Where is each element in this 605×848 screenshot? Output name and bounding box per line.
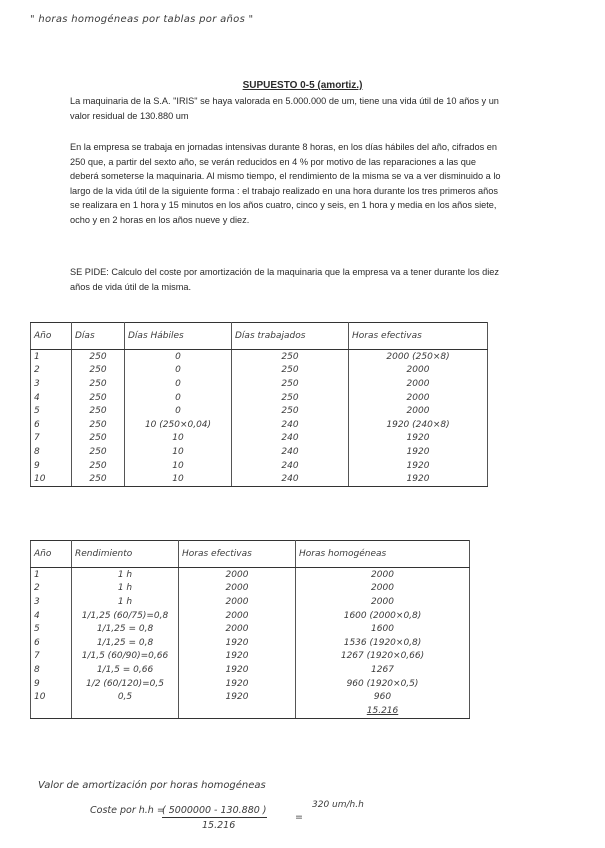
performance-cell: 1/1,5 (60/90)=0,66 bbox=[72, 650, 179, 664]
table-row bbox=[31, 432, 488, 446]
col-year-header: Año bbox=[31, 541, 72, 568]
effective-hours-cell: 2000 bbox=[179, 622, 296, 636]
empty-cell bbox=[72, 704, 179, 718]
working-hours-table bbox=[30, 322, 488, 487]
effective-hours-cell: 2000 bbox=[349, 404, 488, 418]
year-cell: 9 bbox=[31, 459, 72, 473]
year-cell: 10 bbox=[31, 472, 72, 486]
business-days-cell: 10 bbox=[125, 472, 232, 486]
performance-cell: 1/1,25 = 0,8 bbox=[72, 636, 179, 650]
effective-hours-cell: 1920 bbox=[349, 459, 488, 473]
effective-hours-cell: 1920 bbox=[179, 690, 296, 704]
table-row bbox=[31, 377, 488, 391]
effective-hours-cell: 2000 bbox=[349, 377, 488, 391]
formula-lhs: Coste por h.h = bbox=[90, 805, 165, 816]
days-cell: 250 bbox=[72, 459, 125, 473]
effective-hours-cell: 1920 bbox=[349, 445, 488, 459]
effective-hours-cell: 1920 bbox=[179, 650, 296, 664]
worked-days-cell: 250 bbox=[232, 364, 349, 378]
table-row bbox=[31, 568, 470, 582]
exercise-title: SUPUESTO 0-5 (amortiz.) bbox=[242, 80, 363, 91]
days-cell: 250 bbox=[72, 364, 125, 378]
col-business-days-header: Días Hábiles bbox=[125, 323, 232, 350]
task-paragraph: SE PIDE: Calculo del coste por amortización de la maquinaria que la empresa va a tener durante los diez años de vida útil de la misma. bbox=[70, 267, 499, 292]
days-cell: 250 bbox=[72, 418, 125, 432]
statement-paragraph: La maquinaria de la S.A. "IRIS" se haya valorada en 5.000.000 de um, tiene una vida útil de 10 años y un valor residual de 130.880 um bbox=[70, 96, 499, 121]
homogeneous-hours-cell: 1267 (1920×0,66) bbox=[296, 650, 470, 664]
effective-hours-cell: 1920 bbox=[179, 636, 296, 650]
days-cell: 250 bbox=[72, 391, 125, 405]
year-cell: 6 bbox=[31, 636, 72, 650]
table-row bbox=[31, 690, 470, 704]
effective-hours-cell: 2000 bbox=[179, 609, 296, 623]
year-cell: 1 bbox=[31, 350, 72, 364]
formula-numerator: ( 5000000 - 130.880 ) bbox=[162, 805, 267, 816]
homogeneous-hours-cell: 2000 bbox=[296, 595, 470, 609]
year-cell: 6 bbox=[31, 418, 72, 432]
formula-result: 320 um/h.h bbox=[312, 800, 364, 810]
homogeneous-hours-cell: 1536 (1920×0,8) bbox=[296, 636, 470, 650]
homogeneous-hours-cell: 1600 (2000×0,8) bbox=[296, 609, 470, 623]
performance-cell: 1 h bbox=[72, 568, 179, 582]
col-homogeneous-hours-header: Horas homogéneas bbox=[296, 541, 470, 568]
table-row bbox=[31, 459, 488, 473]
worked-days-cell: 240 bbox=[232, 432, 349, 446]
table-row bbox=[31, 404, 488, 418]
effective-hours-cell: 2000 bbox=[179, 582, 296, 596]
performance-cell: 1/2 (60/120)=0,5 bbox=[72, 677, 179, 691]
worked-days-cell: 250 bbox=[232, 391, 349, 405]
business-days-cell: 0 bbox=[125, 350, 232, 364]
table-row bbox=[31, 622, 470, 636]
table-row bbox=[31, 609, 470, 623]
corner-note: " horas homogéneas por tablas por años " bbox=[30, 14, 254, 25]
conditions-paragraph: En la empresa se trabaja en jornadas intensivas durante 8 horas, en los días hábiles del año, cifrados en 250 que, a partir del sexto año, se verán reducidos en 4 % por motivo de las reparaciones a las que deberá someterse la maquinaria. Al mismo tiempo, el rendimiento de la misma se va a ver disminuido a lo largo de la vida útil de la siguiente forma : el trabajo realizado en una hora durante los tres primeros años se realizara en 1 hora y 15 minutos en los años cuatro, cinco y seis, en 1 hora y media en los años siete, ocho y en 2 horas en los años nueve y diez. bbox=[70, 142, 501, 225]
effective-hours-cell: 2000 bbox=[179, 595, 296, 609]
effective-hours-cell: 2000 bbox=[179, 568, 296, 582]
business-days-cell: 10 (250×0,04) bbox=[125, 418, 232, 432]
table-row bbox=[31, 350, 488, 364]
performance-cell: 1 h bbox=[72, 582, 179, 596]
business-days-cell: 0 bbox=[125, 364, 232, 378]
worked-days-cell: 240 bbox=[232, 418, 349, 432]
business-days-cell: 0 bbox=[125, 391, 232, 405]
worked-days-cell: 250 bbox=[232, 377, 349, 391]
business-days-cell: 10 bbox=[125, 432, 232, 446]
business-days-cell: 0 bbox=[125, 404, 232, 418]
year-cell: 3 bbox=[31, 595, 72, 609]
valuation-label: Valor de amortización por horas homogéneas bbox=[38, 780, 266, 791]
business-days-cell: 10 bbox=[125, 445, 232, 459]
homogeneous-hours-cell: 2000 bbox=[296, 568, 470, 582]
homogeneous-hours-cell: 960 (1920×0,5) bbox=[296, 677, 470, 691]
table-row bbox=[31, 445, 488, 459]
table-row bbox=[31, 677, 470, 691]
worked-days-cell: 250 bbox=[232, 404, 349, 418]
effective-hours-cell: 2000 bbox=[349, 364, 488, 378]
days-cell: 250 bbox=[72, 472, 125, 486]
days-cell: 250 bbox=[72, 445, 125, 459]
performance-cell: 1/1,5 = 0,66 bbox=[72, 663, 179, 677]
table-row bbox=[31, 595, 470, 609]
formula-equals: = bbox=[295, 812, 303, 823]
effective-hours-cell: 1920 bbox=[179, 663, 296, 677]
table-row bbox=[31, 364, 488, 378]
table-header-row bbox=[31, 323, 488, 350]
year-cell: 3 bbox=[31, 377, 72, 391]
year-cell: 1 bbox=[31, 568, 72, 582]
worked-days-cell: 240 bbox=[232, 459, 349, 473]
homogeneous-hours-cell: 2000 bbox=[296, 582, 470, 596]
performance-cell: 1/1,25 (60/75)=0,8 bbox=[72, 609, 179, 623]
homogeneous-hours-cell: 1600 bbox=[296, 622, 470, 636]
business-days-cell: 0 bbox=[125, 377, 232, 391]
worked-days-cell: 250 bbox=[232, 350, 349, 364]
year-cell: 2 bbox=[31, 364, 72, 378]
table-row bbox=[31, 472, 488, 486]
effective-hours-cell: 1920 bbox=[179, 677, 296, 691]
table-row bbox=[31, 418, 488, 432]
table-row bbox=[31, 391, 488, 405]
year-cell: 4 bbox=[31, 609, 72, 623]
effective-hours-cell: 1920 (240×8) bbox=[349, 418, 488, 432]
year-cell: 7 bbox=[31, 432, 72, 446]
col-days-header: Días bbox=[72, 323, 125, 350]
empty-cell bbox=[31, 704, 72, 718]
days-cell: 250 bbox=[72, 432, 125, 446]
year-cell: 5 bbox=[31, 622, 72, 636]
col-performance-header: Rendimiento bbox=[72, 541, 179, 568]
worked-days-cell: 240 bbox=[232, 445, 349, 459]
table-row bbox=[31, 636, 470, 650]
days-cell: 250 bbox=[72, 377, 125, 391]
homogeneous-hours-total: 15.216 bbox=[296, 704, 470, 718]
performance-cell: 1/1,25 = 0,8 bbox=[72, 622, 179, 636]
year-cell: 8 bbox=[31, 663, 72, 677]
performance-cell: 1 h bbox=[72, 595, 179, 609]
table-header-row bbox=[31, 541, 470, 568]
effective-hours-cell: 1920 bbox=[349, 432, 488, 446]
year-cell: 8 bbox=[31, 445, 72, 459]
year-cell: 9 bbox=[31, 677, 72, 691]
year-cell: 2 bbox=[31, 582, 72, 596]
days-cell: 250 bbox=[72, 350, 125, 364]
days-cell: 250 bbox=[72, 404, 125, 418]
col-worked-days-header: Días trabajados bbox=[232, 323, 349, 350]
col-effective-hours-header: Horas efectivas bbox=[349, 323, 488, 350]
effective-hours-cell: 2000 bbox=[349, 391, 488, 405]
worked-days-cell: 240 bbox=[232, 472, 349, 486]
table-row bbox=[31, 582, 470, 596]
year-cell: 10 bbox=[31, 690, 72, 704]
effective-hours-cell: 2000 (250×8) bbox=[349, 350, 488, 364]
year-cell: 4 bbox=[31, 391, 72, 405]
empty-cell bbox=[179, 704, 296, 718]
year-cell: 5 bbox=[31, 404, 72, 418]
year-cell: 7 bbox=[31, 650, 72, 664]
performance-cell: 0,5 bbox=[72, 690, 179, 704]
total-row bbox=[31, 704, 470, 718]
col-effective-hours-header: Horas efectivas bbox=[179, 541, 296, 568]
homogeneous-hours-cell: 960 bbox=[296, 690, 470, 704]
table-row bbox=[31, 650, 470, 664]
table-row bbox=[31, 663, 470, 677]
homogeneous-hours-cell: 1267 bbox=[296, 663, 470, 677]
effective-hours-cell: 1920 bbox=[349, 472, 488, 486]
business-days-cell: 10 bbox=[125, 459, 232, 473]
homogeneous-hours-table bbox=[30, 540, 470, 719]
col-year-header: Año bbox=[31, 323, 72, 350]
formula-denominator: 15.216 bbox=[202, 820, 236, 831]
